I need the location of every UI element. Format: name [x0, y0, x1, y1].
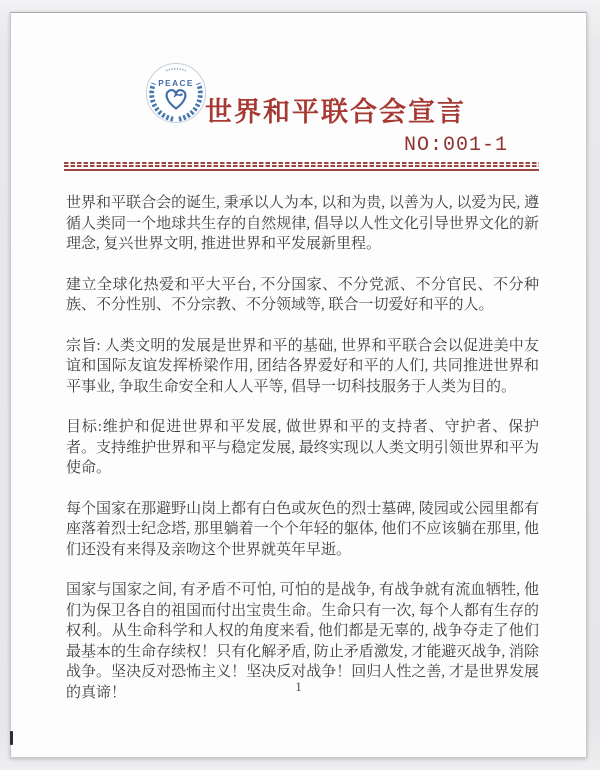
- document-number: NO:001-1: [403, 134, 508, 157]
- page-edge-mark-icon: [10, 731, 13, 745]
- peace-federation-logo-icon: [145, 62, 207, 124]
- document-body: [66, 193, 539, 703]
- paragraph: 目标:维护和促进世界和平发展, 做世界和平的支持者、守护者、保护者。支持维护世界和平与稳定发展, 最终实现以人类文明引领世界和平为使命。: [66, 419, 539, 476]
- paragraph: 国家与国家之间, 有矛盾不可怕, 可怕的是战争, 有战争就有流血牺牲, 他们为保卫各自的祖国而付出宝贵生命。生命只有一次, 每个人都有生存的权利。从生命科学和人权的角度来看, 他们都是无辜的, 战争夺走了他们最基本的生命存续权！只有化解矛盾, 防止矛盾激发, 才能避灭战争, 消除战争。坚决反对恐怖主义！坚决反对战争！回归人性之善, 才是世界发展的真谛！: [66, 582, 539, 701]
- document-page: [10, 12, 587, 758]
- page-number: 1: [295, 679, 302, 694]
- paragraph: 宗旨: 人类文明的发展是世界和平的基础, 世界和平联合会以促进美中友谊和国际友谊发挥桥梁作用, 团结各界爱好和平的人们, 共同推进世界和平事业, 争取生命安全和人人平等, 倡导一切科技服务于人类为目的。: [66, 337, 539, 395]
- paragraph: 每个国家在那避野山岗上都有白色或灰色的烈士墓碑, 陵园或公园里都有座落着烈士纪念塔, 那里躺着一个个年轻的躯体, 他们不应该躺在那里, 他们还没有来得及亲吻这个世界就英年早逝。: [66, 500, 539, 558]
- paragraph: 世界和平联合会的诞生, 秉承以人为本, 以和为贵, 以善为人, 以爱为民, 遵循人类同一个地球共生存的自然规律, 倡导以人性文化引导世界文化的新理念, 复兴世界文明, 推进世界和平发展新里程。: [66, 195, 539, 252]
- document-title: 世界和平联合会宣言: [205, 97, 466, 127]
- logo-peace-wordmark: PEACE: [158, 79, 194, 89]
- dove-eye-icon: [180, 93, 183, 96]
- header-divider: [64, 162, 539, 171]
- paragraph: 建立全球化热爱和平大平台, 不分国家、不分党派、不分官民、不分种族、不分性别、不分宗教、不分领域等, 联合一切爱好和平的人。: [66, 276, 539, 313]
- document-header: [11, 62, 586, 134]
